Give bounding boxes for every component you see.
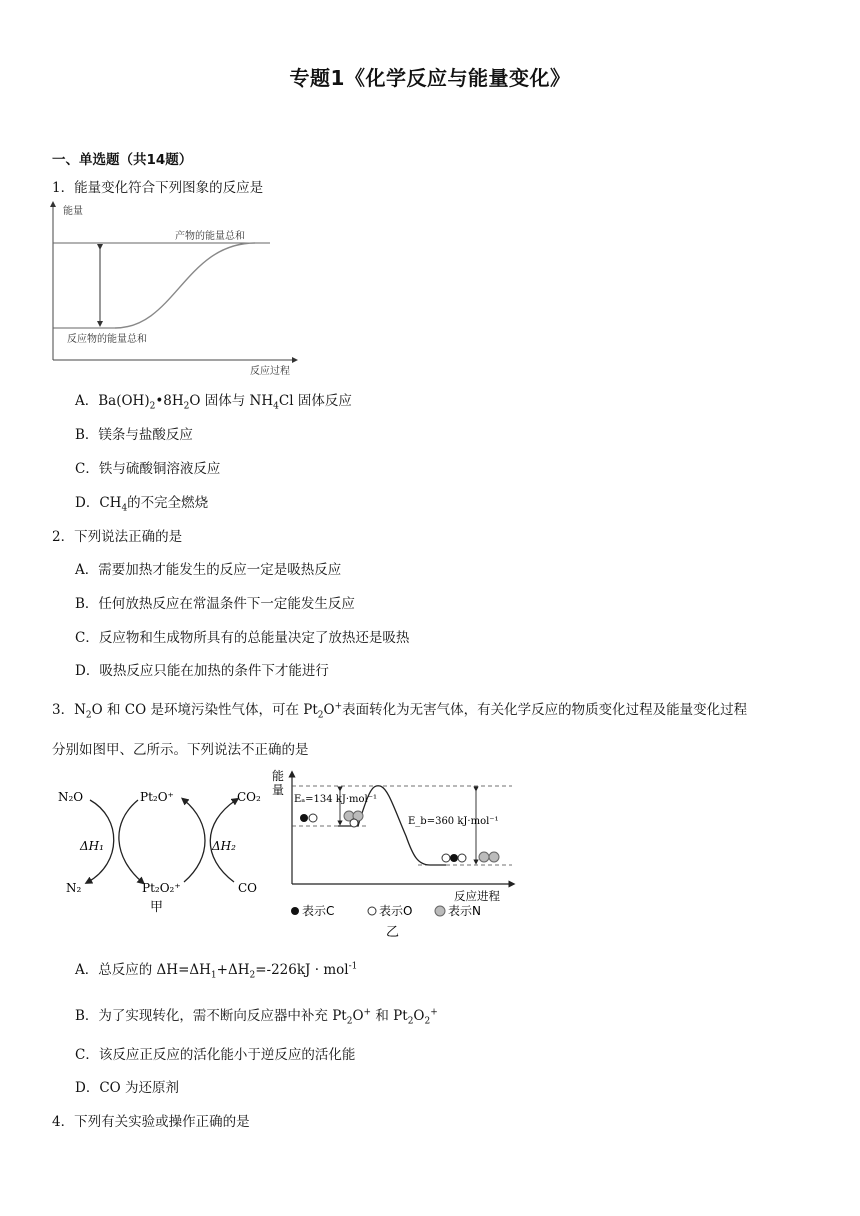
oxygen-atom	[350, 819, 358, 827]
q1-option-b[interactable]: B．镁条与盐酸反应	[75, 427, 193, 443]
arrow-pt2o-to-pt2o2	[119, 800, 142, 882]
q3-option-d[interactable]: D．CO 为还原剂	[75, 1080, 180, 1096]
arrow-pt2o2-to-pt2o	[184, 800, 205, 882]
y-axis-label-2: 量	[272, 783, 285, 797]
q2-stem: 2．下列说法正确的是	[52, 529, 183, 545]
text: 的不完全燃烧	[127, 495, 209, 511]
superscript: -1	[348, 961, 358, 972]
q3-option-a[interactable]	[75, 958, 358, 981]
subscript: 2	[317, 710, 324, 721]
legend-carbon-icon	[291, 907, 299, 915]
legend-nitrogen: 表示N	[448, 904, 481, 918]
q3-option-b[interactable]	[75, 1004, 438, 1027]
delta-h1-label: ΔH₁	[80, 839, 104, 853]
text: O	[323, 702, 335, 718]
nitrogen-atom	[479, 852, 489, 862]
text: O 和 CO 是环境污染性气体，可在 Pt	[91, 702, 318, 718]
legend-oxygen: 表示O	[379, 904, 413, 918]
y-axis-label: 能量	[63, 206, 83, 217]
text: +ΔH	[216, 962, 250, 978]
carbon-atom	[450, 854, 458, 862]
co-label: CO	[238, 881, 258, 895]
text: 和 Pt	[371, 1008, 408, 1024]
text: 3．N	[52, 702, 86, 718]
figure-jia-caption: 甲	[150, 900, 164, 915]
subscript: 2	[85, 710, 92, 721]
text: A．总反应的 ΔH=ΔH	[75, 962, 211, 978]
y-axis-label-1: 能	[272, 769, 285, 783]
superscript: +	[363, 1007, 372, 1018]
ea-label: Eₐ=134 kJ·mol⁻¹	[294, 794, 378, 805]
subscript: 2	[149, 401, 156, 412]
text: D．CH	[75, 495, 122, 511]
q1-energy-figure	[45, 200, 305, 378]
pt2o-plus-label: Pt₂O⁺	[140, 790, 174, 804]
eb-label: E_b=360 kJ·mol⁻¹	[408, 816, 499, 827]
text: =-226kJ · mol	[255, 962, 349, 978]
legend-nitrogen-icon	[435, 906, 445, 916]
nitrogen-atom	[489, 852, 499, 862]
q3-stem-line1	[52, 698, 748, 721]
q3-figure-yi	[268, 768, 528, 940]
page-title: 专题1《化学反应与能量变化》	[289, 66, 571, 90]
q2-option-a[interactable]: A．需要加热才能发生的反应一定是吸热反应	[75, 562, 342, 578]
q1-stem: 1．能量变化符合下列图象的反应是	[52, 180, 264, 196]
co2-label: CO₂	[237, 790, 261, 804]
energy-curve	[115, 243, 255, 328]
figure-yi-caption: 乙	[386, 925, 400, 940]
superscript: +	[334, 701, 343, 712]
text: B．为了实现转化，需不断向反应器中补充 Pt	[75, 1008, 347, 1024]
legend-oxygen-icon	[368, 907, 376, 915]
q4-stem: 4．下列有关实验或操作正确的是	[52, 1114, 250, 1130]
subscript: 2	[183, 401, 190, 412]
subscript: 4	[121, 503, 128, 514]
subscript: 1	[210, 970, 217, 981]
subscript: 2	[407, 1016, 414, 1027]
subscript: 2	[346, 1016, 353, 1027]
oxygen-atom	[309, 814, 317, 822]
q1-option-a[interactable]	[75, 389, 352, 412]
oxygen-atom	[442, 854, 450, 862]
text: O 固体与 NH	[189, 393, 274, 409]
q3-stem-line2: 分别如图甲、乙所示。下列说法不正确的是	[52, 742, 309, 758]
text: 表面转化为无害气体，有关化学反应的物质变化过程及能量变化过程	[342, 702, 748, 718]
subscript: 2	[424, 1016, 431, 1027]
oxygen-atom	[458, 854, 466, 862]
delta-h2-label: ΔH₂	[212, 839, 236, 853]
subscript: 2	[249, 970, 256, 981]
q1-option-c[interactable]: C．铁与硫酸铜溶液反应	[75, 461, 221, 477]
q2-option-d[interactable]: D．吸热反应只能在加热的条件下才能进行	[75, 663, 329, 679]
subscript: 4	[273, 401, 279, 412]
q2-option-b[interactable]: B．任何放热反应在常温条件下一定能发生反应	[75, 596, 355, 612]
x-axis-label: 反应过程	[250, 366, 290, 377]
q3-figure-jia	[52, 778, 272, 918]
q3-option-c[interactable]: C．该反应正反应的活化能小于逆反应的活化能	[75, 1047, 356, 1063]
section-heading: 一、单选题（共14题）	[52, 152, 193, 168]
text: Cl 固体反应	[278, 393, 352, 409]
n2-label: N₂	[66, 881, 82, 895]
text: O	[413, 1008, 425, 1024]
legend-carbon: 表示C	[302, 904, 335, 918]
text: •8H	[155, 393, 184, 409]
x-axis-label: 反应进程	[454, 889, 500, 903]
text: O	[352, 1008, 364, 1024]
pt2o2-plus-label: Pt₂O₂⁺	[142, 881, 181, 895]
product-energy-label: 产物的能量总和	[175, 231, 245, 242]
carbon-atom	[300, 814, 308, 822]
n2o-label: N₂O	[58, 790, 84, 804]
reactant-energy-label: 反应物的能量总和	[67, 334, 147, 345]
q1-option-d[interactable]	[75, 491, 209, 514]
text: A．Ba(OH)	[75, 393, 150, 409]
superscript: +	[430, 1007, 438, 1018]
q2-option-c[interactable]: C．反应物和生成物所具有的总能量决定了放热还是吸热	[75, 630, 410, 646]
